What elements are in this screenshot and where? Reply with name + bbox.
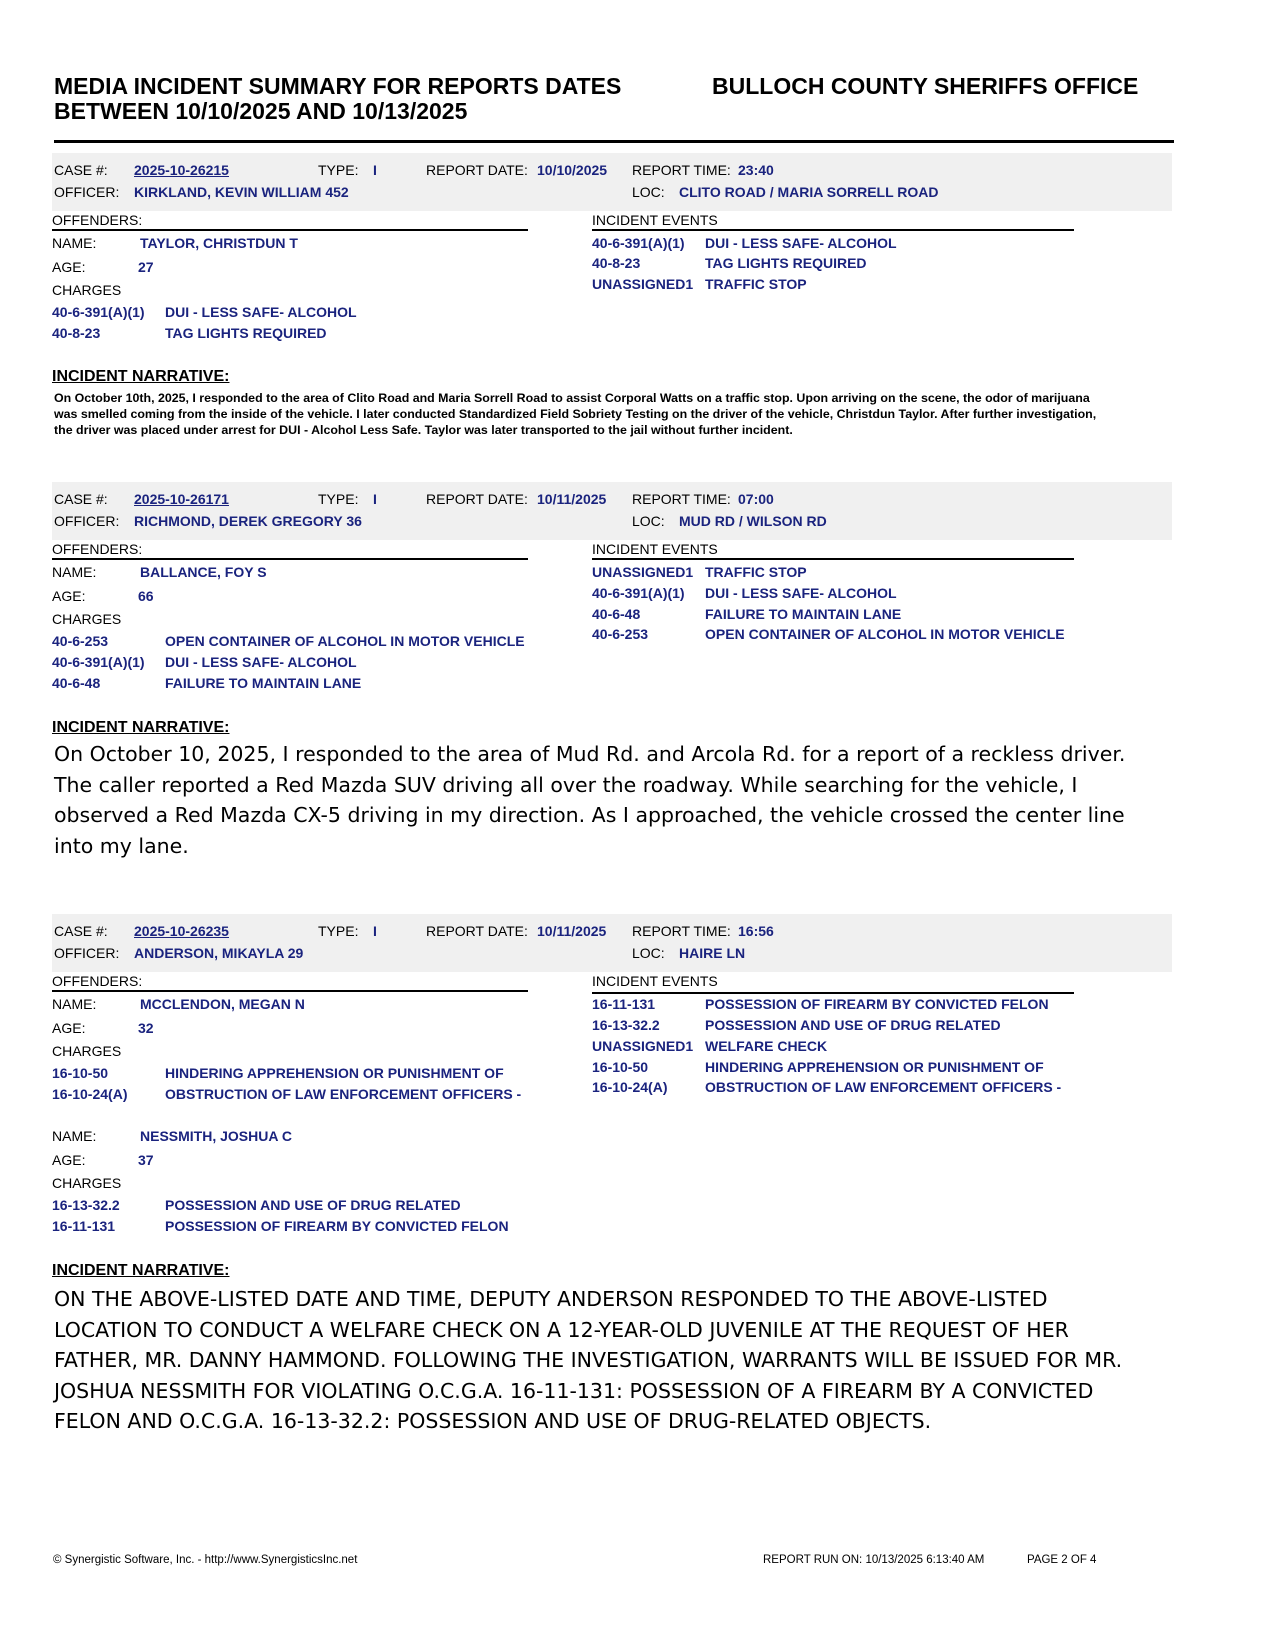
loc-value: MUD RD / WILSON RD — [679, 513, 827, 529]
case-number-label: CASE #: — [54, 491, 108, 507]
event-code: 40-8-23 — [592, 255, 641, 271]
event-desc: FAILURE TO MAINTAIN LANE — [705, 606, 902, 622]
report-date-label: REPORT DATE: — [426, 923, 528, 939]
offenders-underline — [52, 229, 528, 231]
narrative-heading: INCIDENT NARRATIVE: — [52, 719, 230, 736]
charge-desc: FAILURE TO MAINTAIN LANE — [165, 675, 362, 691]
type-value: I — [373, 162, 377, 178]
event-code: 40-6-253 — [592, 626, 649, 642]
charge-code: 40-6-391(A)(1) — [52, 654, 145, 670]
loc-value: CLITO ROAD / MARIA SORRELL ROAD — [679, 184, 939, 200]
charge-code: 16-13-32.2 — [52, 1197, 120, 1213]
type-label: TYPE: — [318, 923, 359, 939]
offender-age: 32 — [138, 1020, 154, 1036]
charge-code: 16-11-131 — [52, 1218, 116, 1234]
event-desc: POSSESSION AND USE OF DRUG RELATED — [705, 1017, 1001, 1033]
charge-code: 16-10-50 — [52, 1065, 109, 1081]
offenders-label: OFFENDERS: — [52, 212, 143, 228]
name-label: NAME: — [52, 564, 97, 580]
name-label: NAME: — [52, 235, 97, 251]
officer-value: RICHMOND, DEREK GREGORY 36 — [134, 513, 362, 529]
loc-value: HAIRE LN — [679, 945, 746, 961]
report-date-label: REPORT DATE: — [426, 491, 528, 507]
event-code: UNASSIGNED1 — [592, 564, 694, 580]
event-desc: OPEN CONTAINER OF ALCOHOL IN MOTOR VEHICLE — [705, 626, 1065, 642]
charge-desc: DUI - LESS SAFE- ALCOHOL — [165, 654, 357, 670]
charge-desc: HINDERING APPREHENSION OR PUNISHMENT OF — [165, 1065, 504, 1081]
charge-desc: DUI - LESS SAFE- ALCOHOL — [165, 304, 357, 320]
footer-page-number: PAGE 2 OF 4 — [1027, 1554, 1097, 1566]
type-value: I — [373, 923, 377, 939]
narrative-text: On October 10th, 2025, I responded to the area of Clito Road and Maria Sorrell Road to assist Corporal Watts on a traffic stop. Upon arriving on the scene, the odor of marijuana was smelled coming from the inside of the vehicle. I later conducted Standardized Field Sobriety Testing on the driver of the vehicle, Christdun Taylor. After further investigation, the driver was placed under arrest for DUI - Alcohol Less Safe. Taylor was later transported to the jail without further incident. — [54, 391, 1097, 437]
report-title — [54, 74, 621, 124]
type-label: TYPE: — [318, 162, 359, 178]
loc-label: LOC: — [632, 945, 665, 961]
offender-name: NESSMITH, JOSHUA C — [140, 1128, 292, 1144]
charge-code: 40-6-48 — [52, 675, 101, 691]
events-underline — [592, 229, 1074, 231]
incident-events-label: INCIDENT EVENTS — [592, 541, 718, 557]
event-code: 40-6-48 — [592, 606, 641, 622]
event-desc: TAG LIGHTS REQUIRED — [705, 255, 867, 271]
event-code: 16-11-131 — [592, 996, 656, 1012]
charge-code: 40-6-391(A)(1) — [52, 304, 145, 320]
charge-desc: POSSESSION OF FIREARM BY CONVICTED FELON — [165, 1218, 509, 1234]
offenders-label: OFFENDERS: — [52, 541, 143, 557]
report-time-label: REPORT TIME: — [632, 923, 731, 939]
incident-events-label: INCIDENT EVENTS — [592, 973, 718, 989]
report-date-label: REPORT DATE: — [426, 162, 528, 178]
report-time-value: 07:00 — [738, 491, 774, 507]
event-desc: TRAFFIC STOP — [705, 564, 807, 580]
event-code: UNASSIGNED1 — [592, 1038, 694, 1054]
loc-label: LOC: — [632, 513, 665, 529]
offenders-underline — [52, 990, 528, 992]
age-label: AGE: — [52, 588, 86, 604]
narrative-heading: INCIDENT NARRATIVE: — [52, 368, 230, 385]
officer-value: ANDERSON, MIKAYLA 29 — [134, 945, 304, 961]
header-divider — [54, 140, 1174, 143]
charge-desc: OBSTRUCTION OF LAW ENFORCEMENT OFFICERS - — [165, 1086, 522, 1102]
narrative-text: ON THE ABOVE-LISTED DATE AND TIME, DEPUTY ANDERSON RESPONDED TO THE ABOVE-LISTED LOCATION TO CONDUCT A WELFARE CHECK ON A 12-YEAR-OLD JUVENILE AT THE REQUEST OF HER FATHER, MR. DANNY HAMMOND. FOLLOWING THE INVESTIGATION, WARRANTS WILL BE ISSUED FOR MR. JOSHUA NESSMITH FOR VIOLATING O.C.G.A. 16-11-131: POSSESSION OF A FIREARM BY A CONVICTED FELON AND O.C.G.A. 16-13-32.2: POSSESSION AND USE OF DRUG-RELATED OBJECTS. — [54, 1287, 1123, 1433]
case-number-link[interactable]: 2025-10-26215 — [134, 162, 229, 178]
event-code: 16-10-24(A) — [592, 1079, 668, 1095]
name-label: NAME: — [52, 1128, 97, 1144]
charge-code: 16-10-24(A) — [52, 1086, 128, 1102]
officer-value: KIRKLAND, KEVIN WILLIAM 452 — [134, 184, 349, 200]
charge-desc: TAG LIGHTS REQUIRED — [165, 325, 327, 341]
officer-label: OFFICER: — [54, 184, 120, 200]
event-code: 16-10-50 — [592, 1059, 649, 1075]
case-number-link[interactable]: 2025-10-26235 — [134, 923, 229, 939]
charges-label: CHARGES — [52, 1175, 122, 1191]
offender-name: BALLANCE, FOY S — [140, 564, 267, 580]
offender-age: 27 — [138, 259, 154, 275]
event-code: 16-13-32.2 — [592, 1017, 660, 1033]
offender-name: TAYLOR, CHRISTDUN T — [140, 235, 298, 251]
report-time-label: REPORT TIME: — [632, 162, 731, 178]
offender-age: 37 — [138, 1152, 154, 1168]
report-date-value: 10/11/2025 — [537, 491, 607, 507]
age-label: AGE: — [52, 1152, 86, 1168]
offenders-label: OFFENDERS: — [52, 973, 143, 989]
event-desc: DUI - LESS SAFE- ALCOHOL — [705, 585, 897, 601]
officer-label: OFFICER: — [54, 513, 120, 529]
report-time-value: 23:40 — [738, 162, 774, 178]
charge-code: 40-6-253 — [52, 633, 109, 649]
type-label: TYPE: — [318, 491, 359, 507]
event-desc: DUI - LESS SAFE- ALCOHOL — [705, 235, 897, 251]
case-number-label: CASE #: — [54, 923, 108, 939]
event-desc: HINDERING APPREHENSION OR PUNISHMENT OF — [705, 1059, 1044, 1075]
report-title-line2: BETWEEN 10/10/2025 AND 10/13/2025 — [54, 98, 468, 124]
case-number-label: CASE #: — [54, 162, 108, 178]
narrative-heading: INCIDENT NARRATIVE: — [52, 1262, 230, 1279]
charges-label: CHARGES — [52, 611, 122, 627]
offender-age: 66 — [138, 588, 154, 604]
events-underline — [592, 992, 1074, 994]
type-value: I — [373, 491, 377, 507]
charge-code: 40-8-23 — [52, 325, 101, 341]
agency-name: BULLOCH COUNTY SHERIFFS OFFICE — [712, 73, 1139, 99]
event-code: UNASSIGNED1 — [592, 276, 694, 292]
age-label: AGE: — [52, 259, 86, 275]
loc-label: LOC: — [632, 184, 665, 200]
event-desc: WELFARE CHECK — [705, 1038, 828, 1054]
age-label: AGE: — [52, 1020, 86, 1036]
events-underline — [592, 558, 1074, 560]
narrative-text: On October 10, 2025, I responded to the area of Mud Rd. and Arcola Rd. for a report of a reckless driver. The caller reported a Red Mazda SUV driving all over the roadway. While searching for the vehicle, I observed a Red Mazda CX-5 driving in my direction. As I approached, the vehicle crossed the center line into my lane. — [54, 742, 1126, 858]
event-desc: OBSTRUCTION OF LAW ENFORCEMENT OFFICERS - — [705, 1079, 1062, 1095]
incident-events-label: INCIDENT EVENTS — [592, 212, 718, 228]
event-desc: TRAFFIC STOP — [705, 276, 807, 292]
event-code: 40-6-391(A)(1) — [592, 585, 685, 601]
event-desc: POSSESSION OF FIREARM BY CONVICTED FELON — [705, 996, 1049, 1012]
footer-copyright: © Synergistic Software, Inc. - http://www.SynergisticsInc.net — [53, 1554, 358, 1566]
report-time-label: REPORT TIME: — [632, 491, 731, 507]
offender-name: MCCLENDON, MEGAN N — [140, 996, 305, 1012]
charges-label: CHARGES — [52, 1043, 122, 1059]
officer-label: OFFICER: — [54, 945, 120, 961]
footer-report-run: REPORT RUN ON: 10/13/2025 6:13:40 AM — [763, 1554, 985, 1566]
report-time-value: 16:56 — [738, 923, 774, 939]
case-number-link[interactable]: 2025-10-26171 — [134, 491, 229, 507]
charges-label: CHARGES — [52, 282, 122, 298]
report-date-value: 10/10/2025 — [537, 162, 608, 178]
charge-desc: POSSESSION AND USE OF DRUG RELATED — [165, 1197, 461, 1213]
event-code: 40-6-391(A)(1) — [592, 235, 685, 251]
name-label: NAME: — [52, 996, 97, 1012]
charge-desc: OPEN CONTAINER OF ALCOHOL IN MOTOR VEHICLE — [165, 633, 525, 649]
report-date-value: 10/11/2025 — [537, 923, 607, 939]
report-title-line1: MEDIA INCIDENT SUMMARY FOR REPORTS DATES — [54, 73, 622, 99]
offenders-underline — [52, 558, 528, 560]
